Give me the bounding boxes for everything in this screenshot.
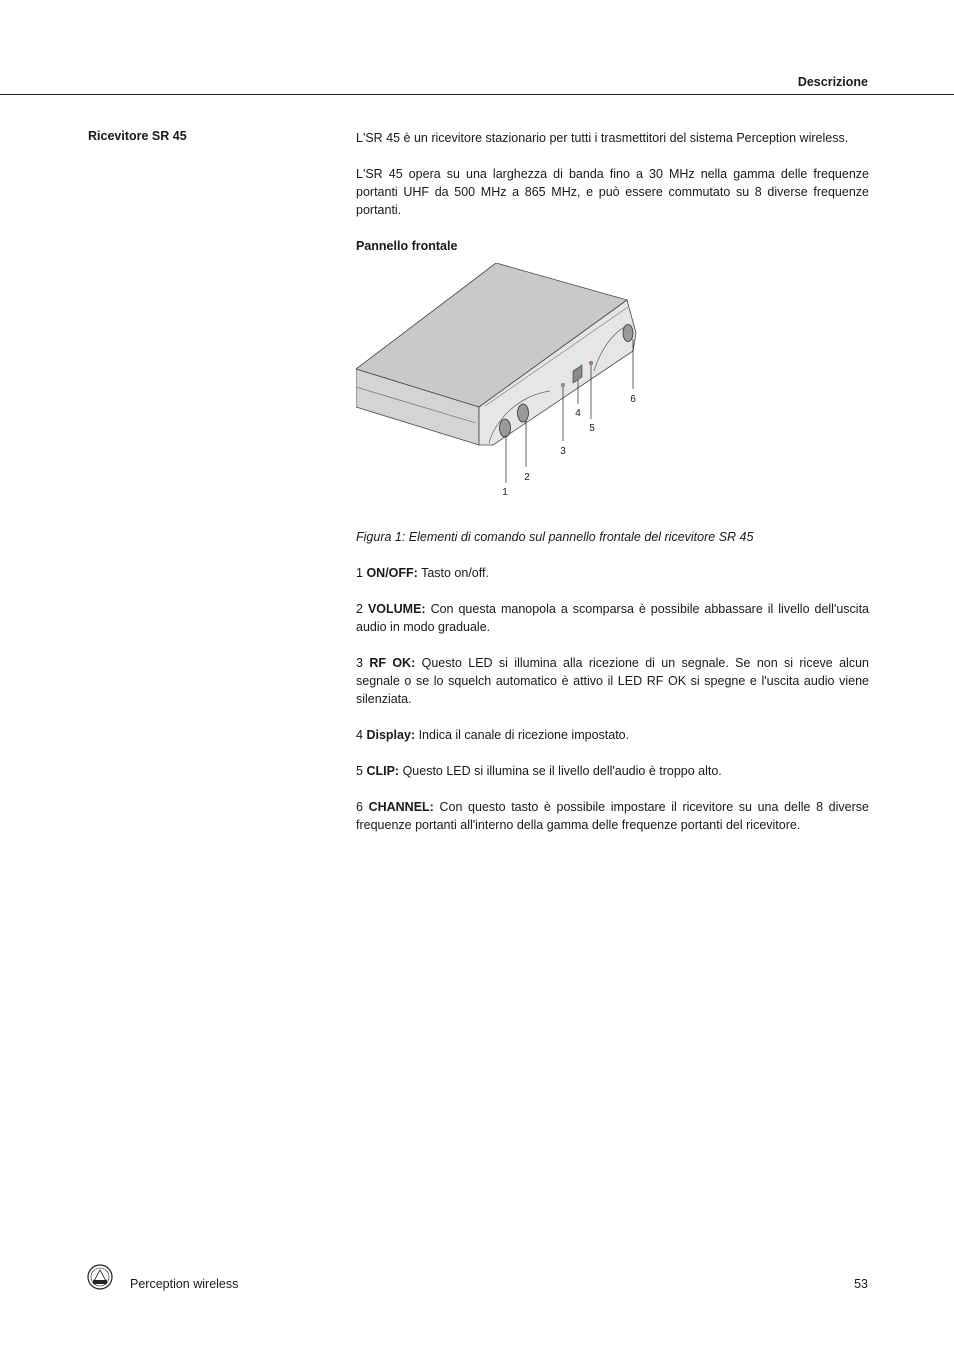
page-number: 53 xyxy=(854,1277,868,1291)
footer-brand: Perception wireless xyxy=(130,1277,239,1291)
figure-caption: Figura 1: Elementi di comando sul pannello frontale del ricevitore SR 45 xyxy=(356,530,754,544)
akg-logo-icon xyxy=(87,1264,113,1290)
on-off-knob xyxy=(500,419,511,437)
section-title: Descrizione xyxy=(797,75,868,89)
item-2 xyxy=(356,600,869,636)
item-3 xyxy=(356,654,869,708)
front-panel-heading: Pannello frontale xyxy=(356,239,458,253)
item-number: 3 xyxy=(356,656,363,670)
item-term: CLIP: xyxy=(366,764,400,778)
receiver-illustration xyxy=(356,263,656,508)
item-6 xyxy=(356,798,869,834)
callout-6: 6 xyxy=(630,394,636,405)
item-term: VOLUME: xyxy=(367,602,426,616)
item-term: Display: xyxy=(366,728,416,742)
item-number: 6 xyxy=(356,800,363,814)
item-4 xyxy=(356,726,869,744)
intro-paragraph-2: L'SR 45 opera su una larghezza di banda fino a 30 MHz nella gamma delle frequenze portanti UHF da 500 MHz a 865 MHz, e può essere commutato su 8 diverse frequenze portanti. xyxy=(356,167,869,217)
front-panel-figure xyxy=(356,263,656,508)
main-column xyxy=(356,129,869,852)
callout-5: 5 xyxy=(589,423,595,434)
item-text: Questo LED si illumina se il livello dell'audio è troppo alto. xyxy=(402,764,722,778)
item-text: Indica il canale di ricezione impostato. xyxy=(418,728,630,742)
rf-ok-led xyxy=(561,383,564,386)
item-term: ON/OFF: xyxy=(366,566,418,580)
header-rule xyxy=(0,94,954,95)
callout-2: 2 xyxy=(524,472,530,483)
item-text: Con questo tasto è possibile impostare il ricevitore su una delle 8 diverse frequenze portanti all'interno della gamma delle frequenze portanti del ricevitore. xyxy=(356,800,869,832)
item-1 xyxy=(356,564,869,582)
item-number: 5 xyxy=(356,764,363,778)
callout-4: 4 xyxy=(575,408,581,419)
item-number: 1 xyxy=(356,566,363,580)
item-term: CHANNEL: xyxy=(368,800,434,814)
intro-paragraph-1: L'SR 45 è un ricevitore stazionario per tutti i trasmettitori del sistema Perception wireless. xyxy=(356,131,849,145)
side-heading: Ricevitore SR 45 xyxy=(88,129,187,143)
channel-knob xyxy=(623,325,633,342)
item-5 xyxy=(356,762,869,780)
volume-knob xyxy=(518,404,529,422)
item-number: 4 xyxy=(356,728,363,742)
clip-led xyxy=(589,361,592,364)
item-text: Tasto on/off. xyxy=(421,566,489,580)
item-text: Questo LED si illumina alla ricezione di un segnale. Se non si riceve alcun segnale o se lo squelch automatico è attivo il LED RF OK si spegne e l'uscita audio viene silenziata. xyxy=(356,656,869,706)
item-number: 2 xyxy=(356,602,363,616)
callout-1: 1 xyxy=(502,487,508,498)
callout-3: 3 xyxy=(560,446,566,457)
item-term: RF OK: xyxy=(369,656,416,670)
item-text: Con questa manopola a scomparsa è possibile abbassare il livello dell'uscita audio in modo graduale. xyxy=(356,602,869,634)
